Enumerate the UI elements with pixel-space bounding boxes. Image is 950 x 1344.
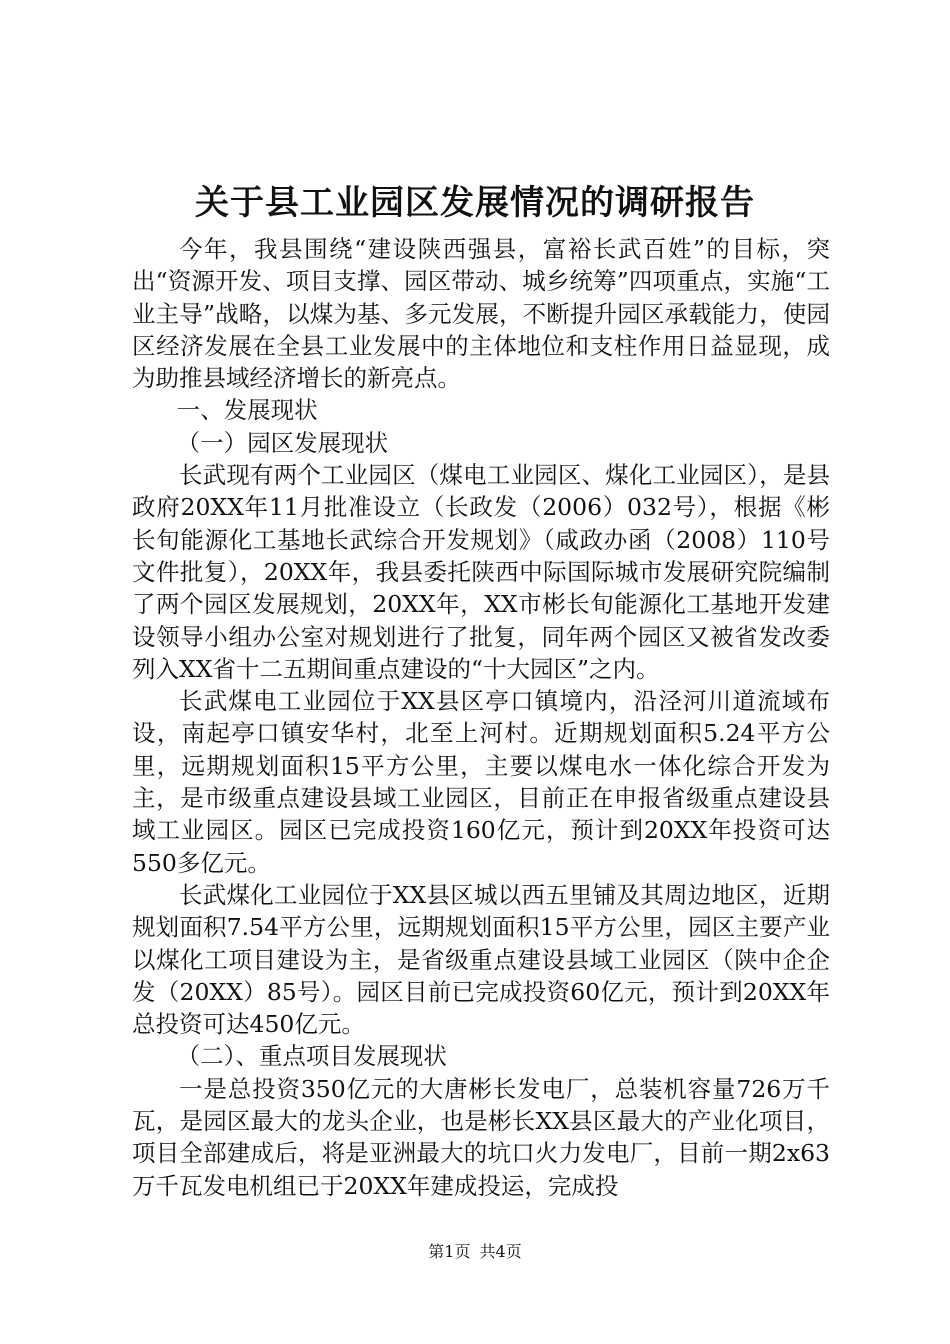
document-title: 关于县工业园区发展情况的调研报告 — [195, 183, 755, 223]
paragraph-coal-chemical-park: 长武煤化工业园位于XX县区城以西五里铺及其周边地区，近期规划面积7.54平方公里，远期规划面积15平方公里，园区主要产业以煤化工项目建设为主，是省级重点建设县域工业园区（陕中企企发（20XX）85号）。园区目前已完成投资60亿元，预计到20XX年总投资可达450亿元。 — [132, 880, 830, 1039]
paragraph-parks-overview: 长武现有两个工业园区（煤电工业园区、煤化工业园区），是县政府20XX年11月批准设立（长政发（2006）032号），根据《彬长旬能源化工基地长武综合开发规划》（咸政办函（2008）110号文件批复），20XX年，我县委托陕西中际国际城市发展研究院编制了两个园区发展规划，20XX年，XX市彬长旬能源化工基地开发建设领导小组办公室对规划进行了批复，同年两个园区又被省发改委列入XX省十二五期间重点建设的“十大园区”之内。 — [132, 461, 830, 683]
page-number: 第1页 共4页 — [428, 1242, 522, 1261]
subsection-heading-park-status: （一）园区发展现状 — [176, 428, 389, 457]
section-heading-status: 一、发展现状 — [176, 396, 318, 425]
subsection-heading-key-projects: （二）、重点项目发展现状 — [176, 1042, 447, 1071]
paragraph-intro: 今年，我县围绕“建设陕西强县，富裕长武百姓”的目标，突出“资源开发、项目支撑、园区带动、城乡统筹”四项重点，实施“工业主导”战略，以煤为基、多元发展，不断提升园区承载能力，使园区经济发展在全县工业发展中的主体地位和支柱作用日益显现，成为助推县域经济增长的新亮点。 — [132, 235, 830, 393]
document-body — [132, 233, 830, 1202]
paragraph-coal-power-park: 长武煤电工业园位于XX县区亭口镇境内，沿泾河川道流域布设，南起亭口镇安华村，北至上河村。近期规划面积5.24平方公里，远期规划面积15平方公里，主要以煤电水一体化综合开发为主，是市级重点建设县域工业园区，目前正在申报省级重点建设县域工业园区。园区已完成投资160亿元，预计到20XX年投资可达550多亿元。 — [132, 687, 830, 877]
paragraph-datang-power-plant: 一是总投资350亿元的大唐彬长发电厂，总装机容量726万千瓦，是园区最大的龙头企业，也是彬长XX县区最大的产业化项目，项目全部建成后，将是亚洲最大的坑口火力发电厂，目前一期2x63万千瓦发电机组已于20XX年建成投运，完成投 — [132, 1074, 830, 1200]
